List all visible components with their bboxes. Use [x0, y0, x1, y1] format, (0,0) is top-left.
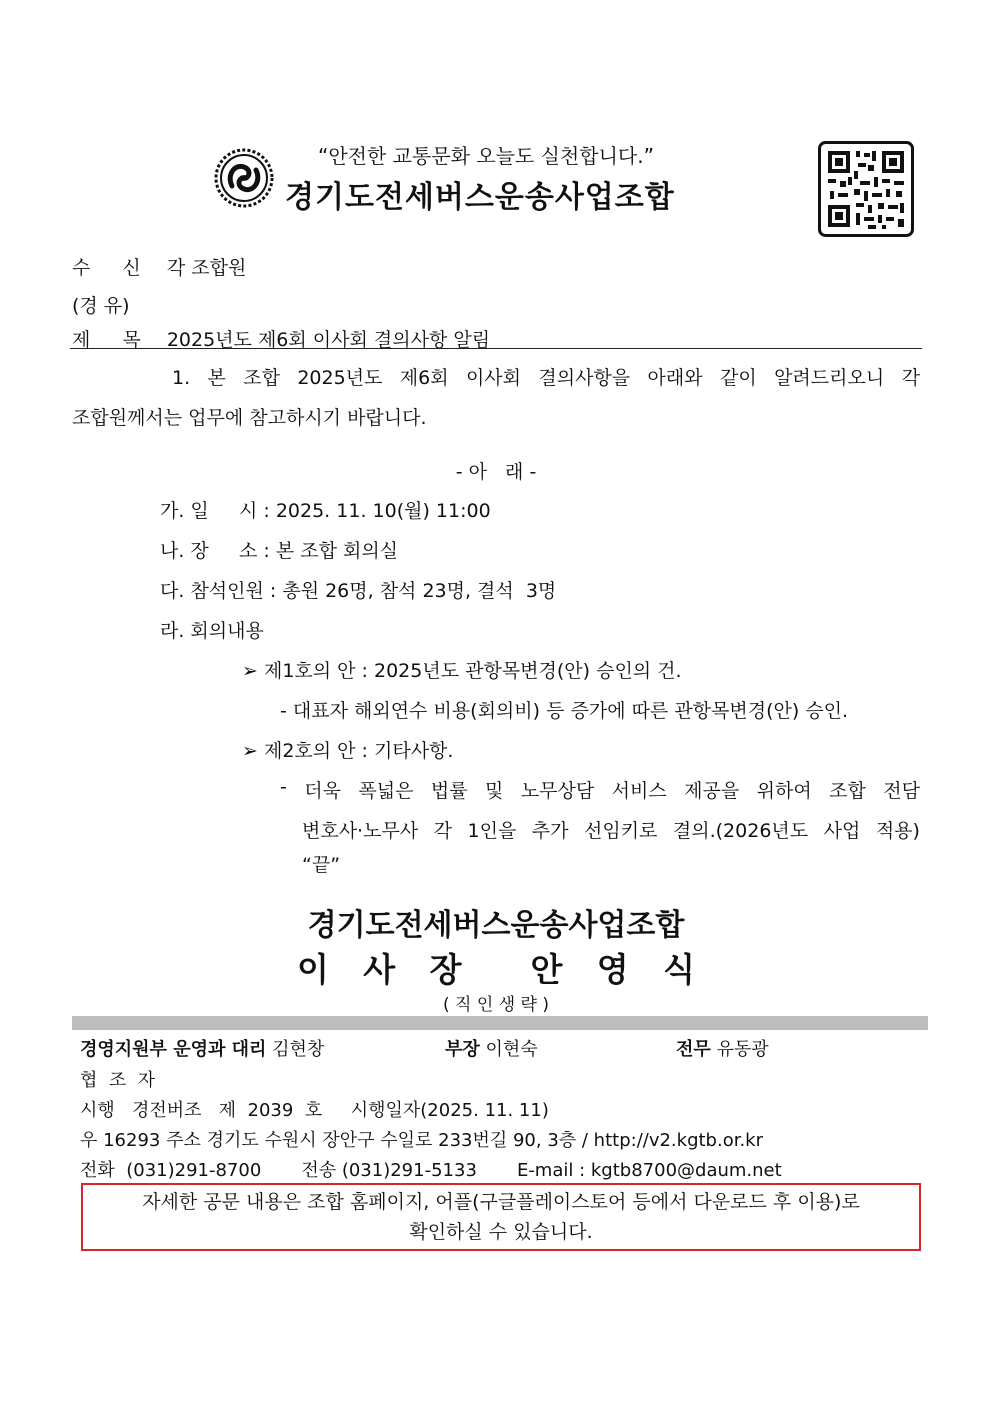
- org-title: 경기도전세버스운송사업조합: [285, 180, 675, 215]
- below-heading: - 아 래 -: [455, 461, 537, 483]
- item-value: 본 조합 회의실: [275, 540, 399, 562]
- word: 조합: [243, 367, 280, 389]
- word: 아래와: [647, 367, 703, 389]
- seal-note: ( 직 인 생 략 ): [443, 995, 549, 1015]
- word: 노무상담: [520, 780, 595, 802]
- slogan: “안전한 교통문화 오늘도 실천합니다.”: [318, 144, 654, 168]
- word: -: [280, 776, 287, 798]
- address-line: 우 16293 주소 경기도 수원시 장안구 수일로 233번길 90, 3층 / http://v2.kgtb.or.kr: [80, 1130, 764, 1151]
- staff-name: 유동광: [716, 1039, 769, 1060]
- word: 폭넓은: [358, 780, 414, 802]
- agenda-1: [242, 656, 682, 683]
- word: 각: [433, 820, 453, 842]
- word: 추가: [531, 820, 569, 842]
- subject-label: 제 목: [72, 329, 141, 351]
- staff-name: 이현숙: [485, 1039, 538, 1060]
- contact-line: 전화 (031)291-8700 전송 (031)291-5133 E-mail : kgtb8700@daum.net: [80, 1160, 782, 1181]
- staff-1: [80, 1035, 324, 1061]
- word: 위하여: [756, 780, 812, 802]
- recipient-value: 각 조합원: [166, 257, 247, 279]
- arrow-bullet-icon: ➢: [242, 660, 258, 682]
- intro-line-2: 조합원께서는 업무에 참고하시기 바랍니다.: [72, 407, 427, 429]
- word: 제6회: [399, 367, 449, 389]
- staff-role: 전무: [676, 1039, 711, 1060]
- word: 조합: [829, 780, 866, 802]
- staff-3: [676, 1035, 769, 1061]
- word: 제공을: [684, 780, 740, 802]
- word: 이사회: [465, 367, 522, 389]
- intro-line-1: [72, 358, 920, 398]
- agenda-2-detail-line2: [302, 816, 920, 843]
- item-label: 가. 일 시 :: [160, 500, 270, 522]
- agenda-title: 제2호의 안 : 기타사항.: [263, 740, 454, 762]
- enforcement-line: 시행 경전버조 제 2039 호 시행일자(2025. 11. 11): [80, 1100, 549, 1121]
- item-label: 나. 장 소 :: [160, 540, 270, 562]
- word: 1인을: [467, 820, 517, 842]
- word: 같이: [719, 367, 757, 389]
- agenda-2-detail-line1: [280, 776, 920, 803]
- staff-role: 경영지원부 운영과 대리: [80, 1039, 267, 1060]
- staff-name: 김현창: [272, 1039, 325, 1060]
- word: 2025년도: [297, 367, 383, 389]
- item-place: [160, 536, 398, 563]
- word: 1.: [172, 367, 191, 389]
- word: 더욱: [304, 780, 341, 802]
- word: 변호사·노무사: [302, 820, 419, 842]
- divider-bar: [72, 1016, 928, 1030]
- recipient-row: [72, 253, 246, 280]
- via-label: (경 유): [72, 295, 130, 317]
- notice-line-2: 확인하실 수 있습니다.: [409, 1221, 593, 1243]
- item-agenda-heading: [160, 616, 264, 643]
- word: 전담: [883, 780, 920, 802]
- subject-value: 2025년도 제6회 이사회 결의사항 알림: [166, 329, 491, 351]
- word: 서비스: [611, 780, 667, 802]
- signature-title: 이 사 장 안 영 식: [296, 950, 696, 989]
- word: 사업: [823, 820, 861, 842]
- notice-line-1: 자세한 공문 내용은 조합 홈페이지, 어플(구글플레이스토어 등에서 다운로드 후 이용)로: [142, 1191, 860, 1213]
- word: 법률: [430, 780, 468, 802]
- recipient-label: 수 신: [72, 257, 141, 279]
- word: 선임키로: [583, 820, 658, 842]
- agenda-1-detail: - 대표자 해외연수 비용(회의비) 등 증가에 따른 관항목변경(안) 승인.: [280, 700, 849, 722]
- staff-2: [445, 1035, 538, 1061]
- homepage-notice-box: [81, 1183, 921, 1251]
- end-mark: “끝”: [302, 854, 341, 876]
- signature-org: 경기도전세버스운송사업조합: [307, 908, 685, 943]
- item-label: 다. 참석인원 :: [160, 580, 277, 602]
- item-value: 총원 26명, 참석 23명, 결석 3명: [282, 580, 557, 602]
- word: 결의사항을: [538, 367, 631, 389]
- qr-code-icon: [818, 141, 914, 237]
- agenda-2: [242, 736, 453, 763]
- word: 적용): [875, 820, 920, 842]
- cooperator-label: 협 조 자: [80, 1070, 156, 1091]
- subject-rule: [70, 348, 922, 349]
- word: 각: [901, 367, 920, 389]
- item-label: 라. 회의내용: [160, 620, 264, 642]
- item-value: 2025. 11. 10(월) 11:00: [275, 500, 491, 522]
- agenda-title: 제1호의 안 : 2025년도 관항목변경(안) 승인의 건.: [263, 660, 682, 682]
- word: 결의.(2026년도: [672, 820, 809, 842]
- staff-role: 부장: [445, 1039, 480, 1060]
- word: 및: [485, 780, 504, 802]
- word: 알려드리오니: [774, 367, 885, 389]
- item-datetime: [160, 496, 491, 523]
- word: 본: [207, 367, 226, 389]
- union-logo-icon: [212, 146, 276, 210]
- arrow-bullet-icon: ➢: [242, 740, 258, 762]
- item-attendance: [160, 576, 556, 603]
- intro-paragraph: [72, 358, 920, 438]
